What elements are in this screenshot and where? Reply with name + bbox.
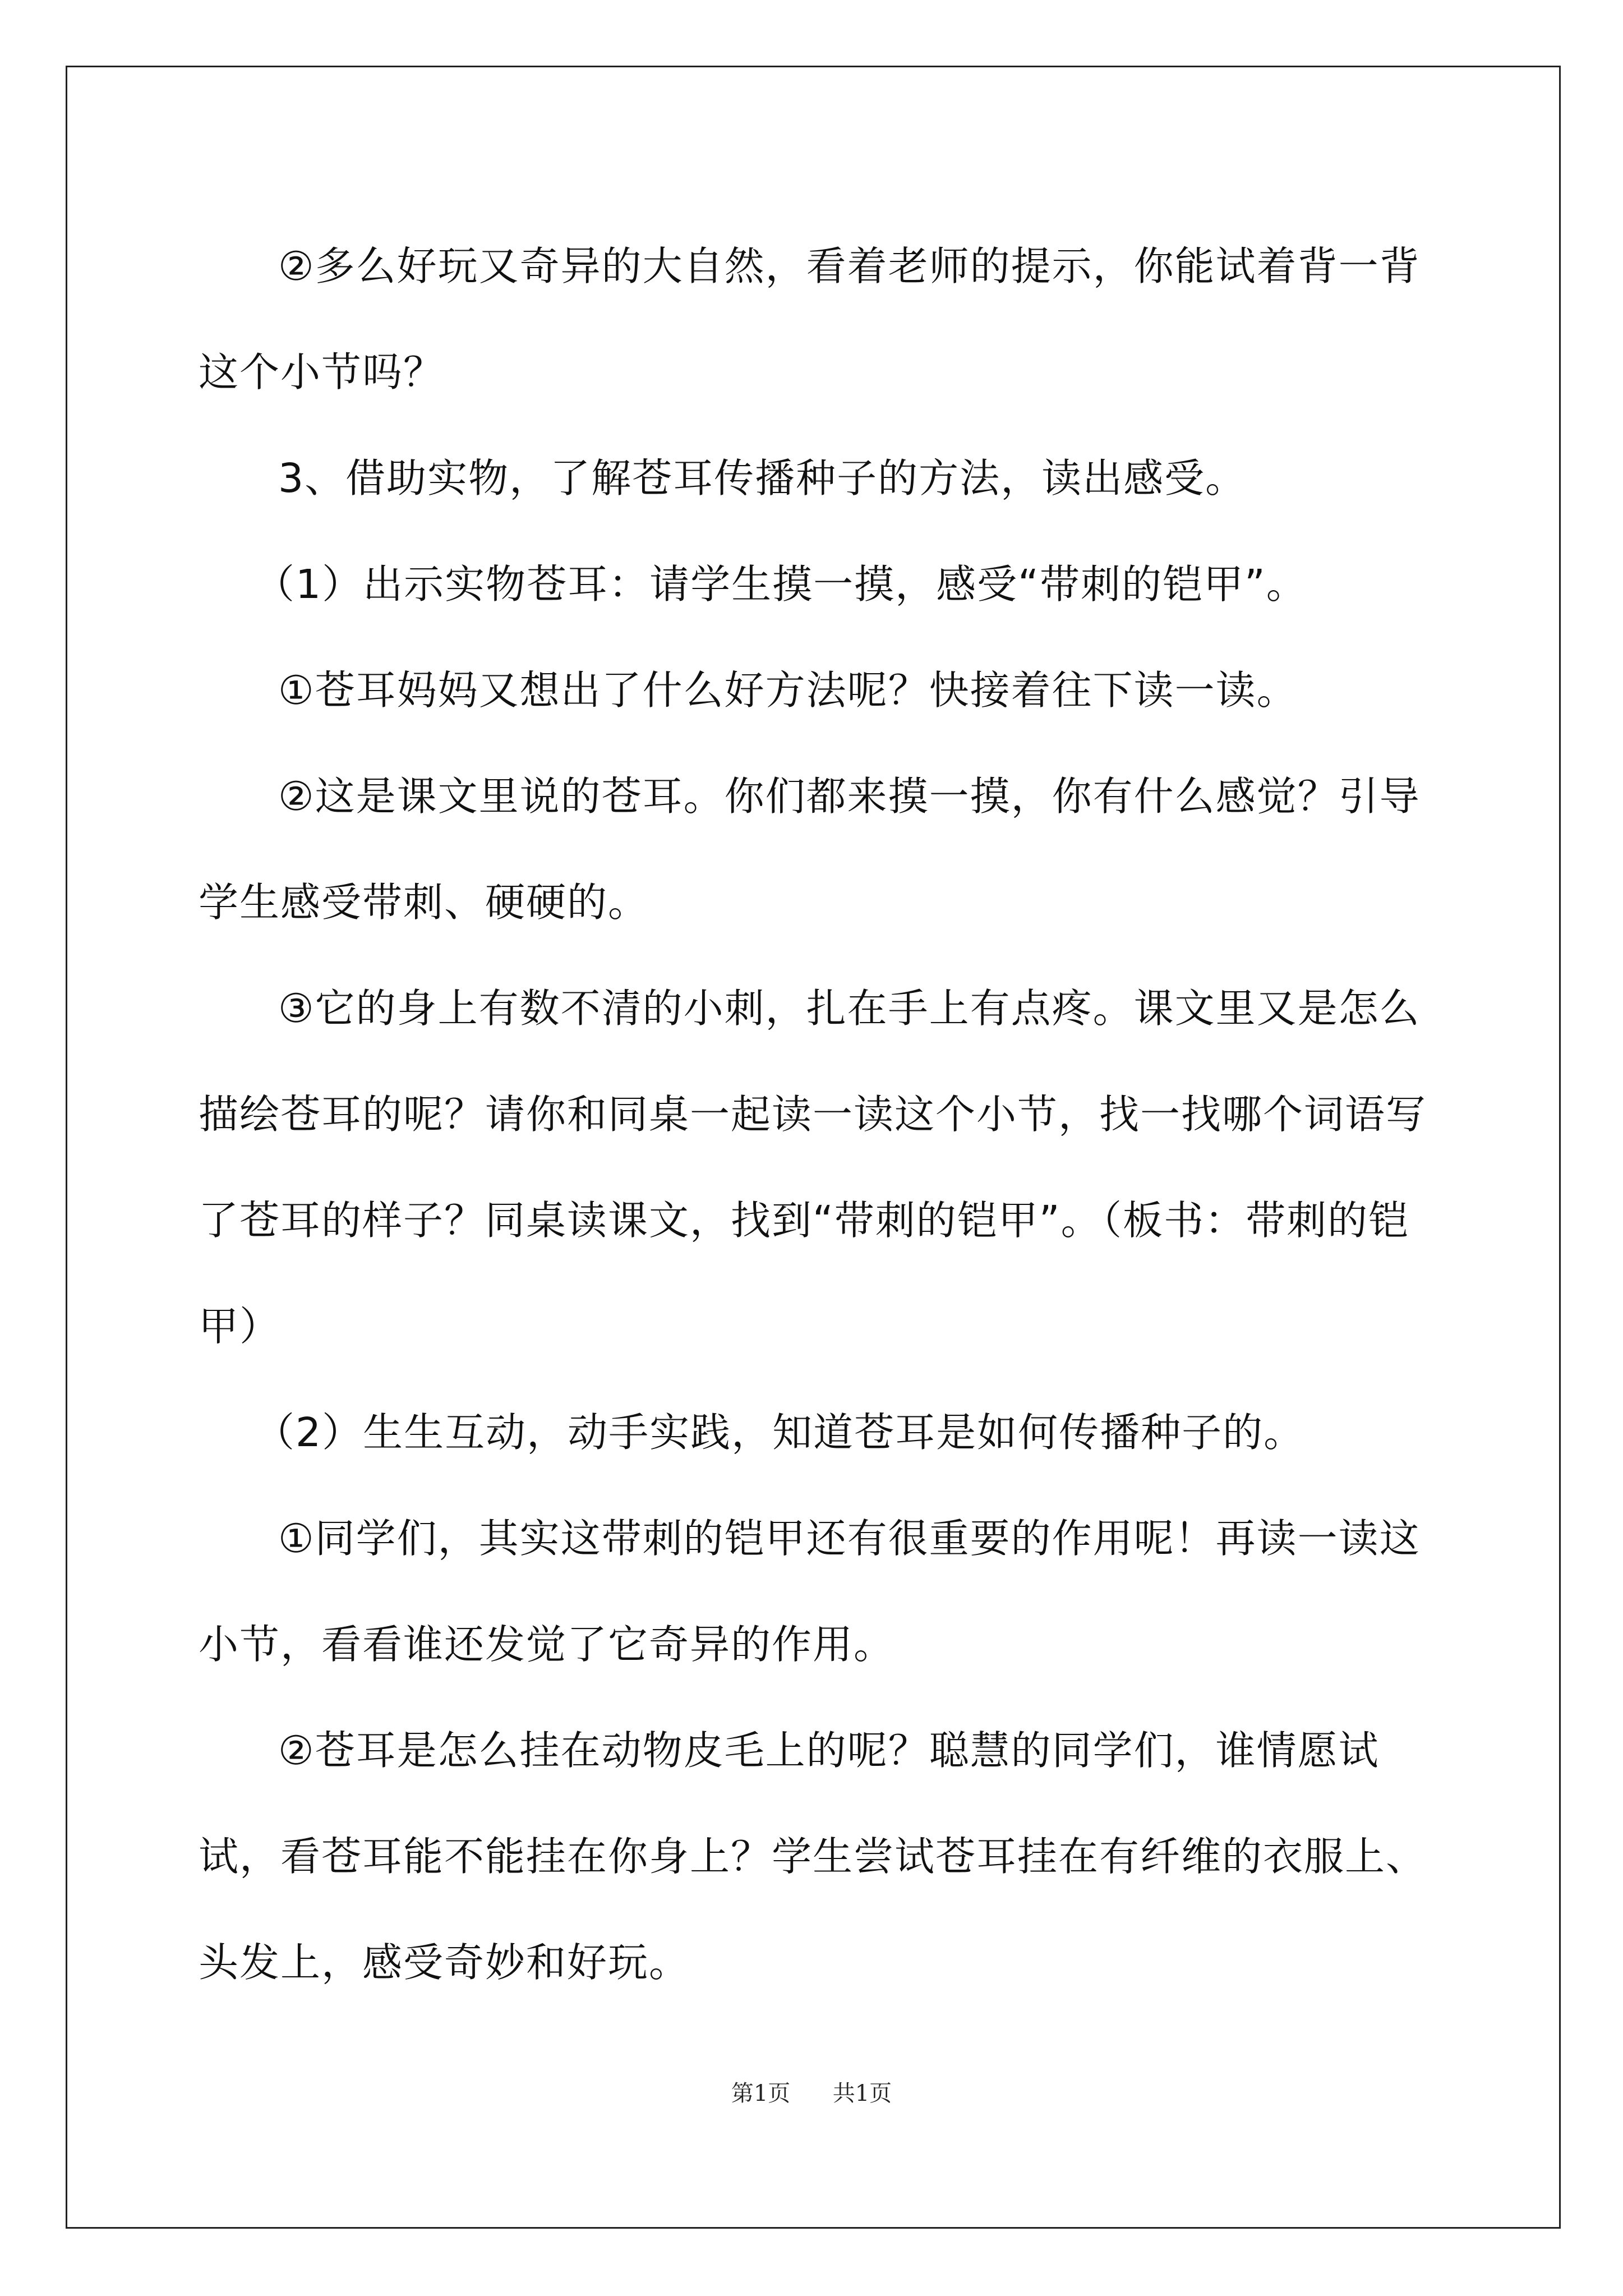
- page-number: 第1页: [731, 2081, 791, 2106]
- paragraph: ②苍耳是怎么挂在动物皮毛上的呢？聪慧的同学们，谁情愿试试，看苍耳能不能挂在你身上？学生尝试苍耳挂在有纤维的衣服上、头发上，感受奇妙和好玩。: [199, 1727, 1427, 1986]
- paragraph: （2）生生互动，动手实践，知道苍耳是如何传播种子的。: [255, 1409, 1305, 1456]
- paragraph: ①同学们，其实这带刺的铠甲还有很重要的作用呢！再读一读这小节，看看谁还发觉了它奇异的作用。: [199, 1515, 1421, 1668]
- paragraph: ②多么好玩又奇异的大自然，看着老师的提示，你能试着背一背这个小节吗？: [199, 243, 1421, 395]
- paragraph: 3、借助实物，了解苍耳传播种子的方法，读出感受。: [278, 455, 1247, 501]
- paragraph: ②这是课文里说的苍耳。你们都来摸一摸，你有什么感觉？引导学生感受带刺、硬硬的。: [199, 773, 1421, 926]
- document-body: [199, 213, 1432, 2016]
- paragraph: ③它的身上有数不清的小刺，扎在手上有点疼。课文里又是怎么描绘苍耳的呢？请你和同桌一起读一读这个小节，找一找哪个词语写了苍耳的样子？同桌读课文，找到“带刺的铠甲”。（板书：带刺的铠甲）: [199, 985, 1427, 1350]
- paragraph: （1）出示实物苍耳：请学生摸一摸，感受“带刺的铠甲”。: [255, 561, 1307, 608]
- page-footer: [0, 2076, 1623, 2108]
- page-total: 共1页: [832, 2081, 892, 2106]
- paragraph: ①苍耳妈妈又想出了什么好方法呢？快接着往下读一读。: [278, 667, 1298, 714]
